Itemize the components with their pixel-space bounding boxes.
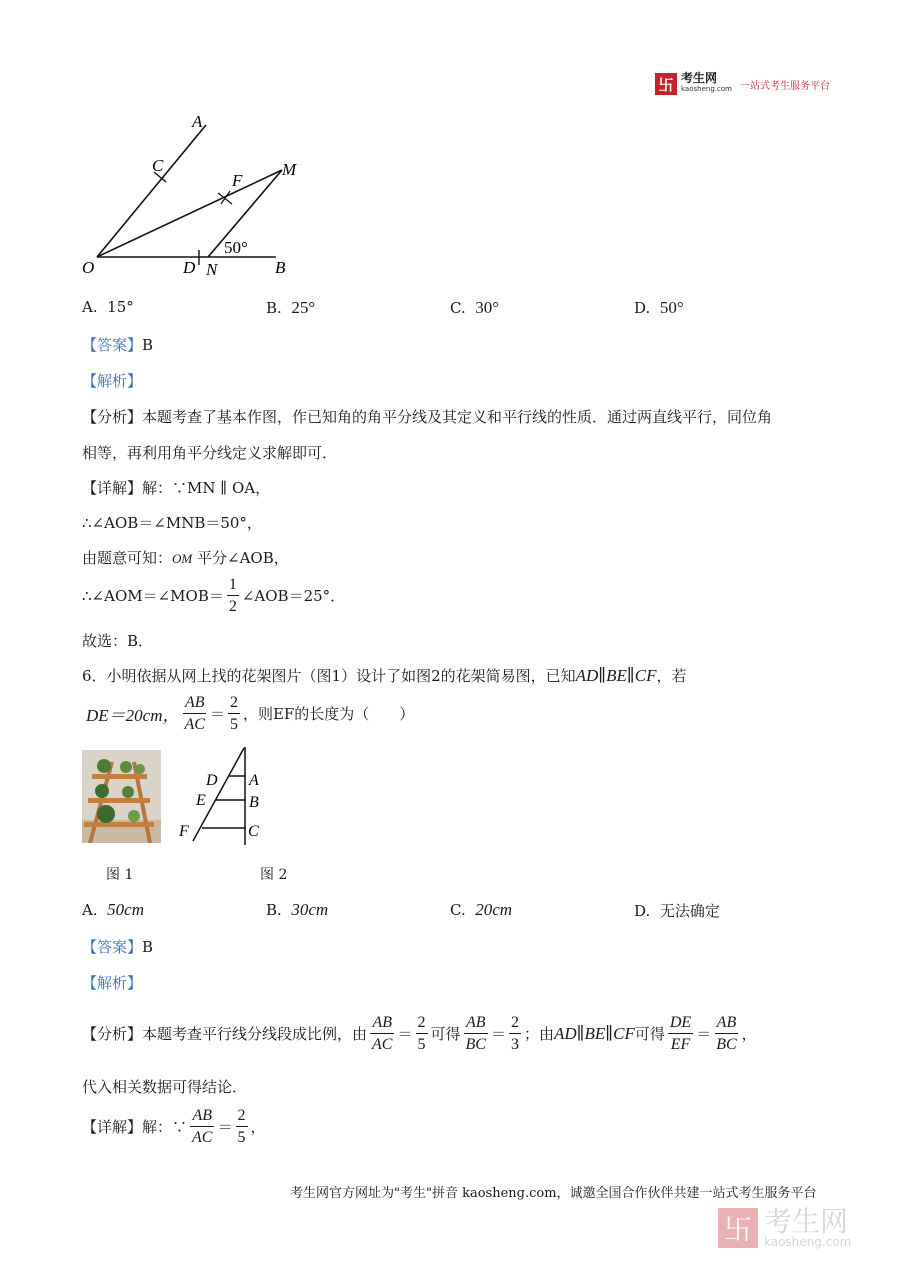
label-e2: E — [196, 792, 206, 809]
brand-logo-icon: 卐 — [655, 73, 677, 95]
q6-answer: 【答案】B — [82, 938, 154, 956]
fig1-caption: 图 1 — [106, 867, 134, 883]
q5-option-c: C. 30° — [450, 298, 500, 317]
label-n: N — [206, 260, 218, 279]
label-o: O — [82, 258, 95, 277]
brand-slogan: 一站式考生服务平台 — [739, 80, 830, 92]
brand-name: 考生网 — [681, 71, 718, 85]
label-f2: F — [179, 823, 189, 840]
q5-detail-step2: ∴∠AOB＝∠MNB＝50°， — [82, 514, 262, 532]
flower-stand-photo — [82, 750, 161, 843]
q5-option-d: D. 50° — [634, 298, 684, 317]
q6-option-c: C. 20cm — [450, 900, 513, 919]
q5-detail-step3: 由题意可知：OM 平分∠AOB， — [82, 549, 289, 567]
q6-fenxi-line2: 代入相关数据可得结论． — [82, 1078, 248, 1096]
q6-option-a: A. 50cm — [82, 900, 144, 919]
label-c2: C — [248, 823, 259, 840]
q5-fenxi-line2: 相等，再利用角平分线定义求解即可． — [82, 444, 338, 462]
watermark-name: 考生网 — [764, 1205, 849, 1238]
footer-text: 考生网官方网址为"考生"拼音 kaosheng.com，诚邀全国合作伙伴共建一站式考生服务平台 — [290, 1186, 817, 1201]
ray-om — [97, 170, 282, 257]
q5-option-a: A. 15° — [82, 298, 134, 316]
brand-domain: kaosheng.com — [681, 85, 732, 93]
fig2-caption: 图 2 — [260, 867, 288, 883]
q5-analysis-tag: 【解析】 — [82, 372, 143, 390]
label-f: F — [232, 171, 243, 190]
watermark-logo-icon: 卐 — [718, 1208, 758, 1248]
q6-parallel-lines-figure — [175, 745, 270, 850]
q6-option-b: B. 30cm — [266, 900, 329, 919]
footer-watermark — [718, 1205, 852, 1249]
q5-answer: 【答案】B — [82, 336, 154, 354]
q5-geometry-figure — [70, 100, 330, 285]
q5-conclusion: 故选：B． — [82, 632, 154, 650]
ray-oa — [97, 125, 206, 257]
q6-stem-line2: DE＝20cm， $\frac{AB}{AC}$ ＝ $\frac{2}{5}$ ，则EF的长度为（ ） — [86, 694, 415, 733]
q5-fenxi-line1: 【分析】本题考查了基本作图，作已知角的角平分线及其定义和平行线的性质．通过两直线平行，同位角 — [82, 408, 773, 426]
label-a2: A — [249, 772, 259, 789]
label-d: D — [183, 258, 196, 277]
q6-analysis-tag: 【解析】 — [82, 974, 143, 992]
q5-option-b: B. 25° — [266, 298, 316, 317]
header-logo — [655, 73, 830, 95]
label-b: B — [275, 258, 286, 277]
q5-detail-step4: ∴∠AOM＝∠MOB＝ $\frac{1}{2}$ ∠AOB＝25°． — [82, 576, 346, 615]
q5-detail-step1: 【详解】解：∵MN ∥ OA， — [82, 479, 271, 497]
q6-detail-line1: 【详解】 解：∵ $\frac{AB}{AC}$ ＝ $\frac{2}{5}$ ， — [82, 1107, 266, 1146]
watermark-domain: kaosheng.com — [764, 1235, 852, 1249]
label-b2: B — [249, 794, 259, 811]
label-c: C — [152, 156, 164, 175]
q6-option-d: D. 无法确定 — [634, 902, 720, 920]
q6-fenxi-line1: 【分析】 本题考查平行线分线段成比例，由 $\frac{AB}{AC}$ ＝ $\frac{2}{5}$ 可得 $\frac{AB}{BC}$ ＝ $\frac{2}{3}$ ；由 AD∥BE∥CF 可得 $\frac{DE}{EF}$ ＝ $\frac{AB}{BC}$ ， — [82, 1014, 757, 1053]
label-m: M — [282, 160, 297, 179]
label-d2: D — [206, 772, 218, 789]
q6-stem-line1: 6．小明依据从网上找的花架图片（图1）设计了如图2的花架简易图，已知AD∥BE∥CF，若 — [82, 666, 687, 685]
label-angle: 50° — [224, 238, 248, 257]
label-a: A — [192, 112, 203, 131]
